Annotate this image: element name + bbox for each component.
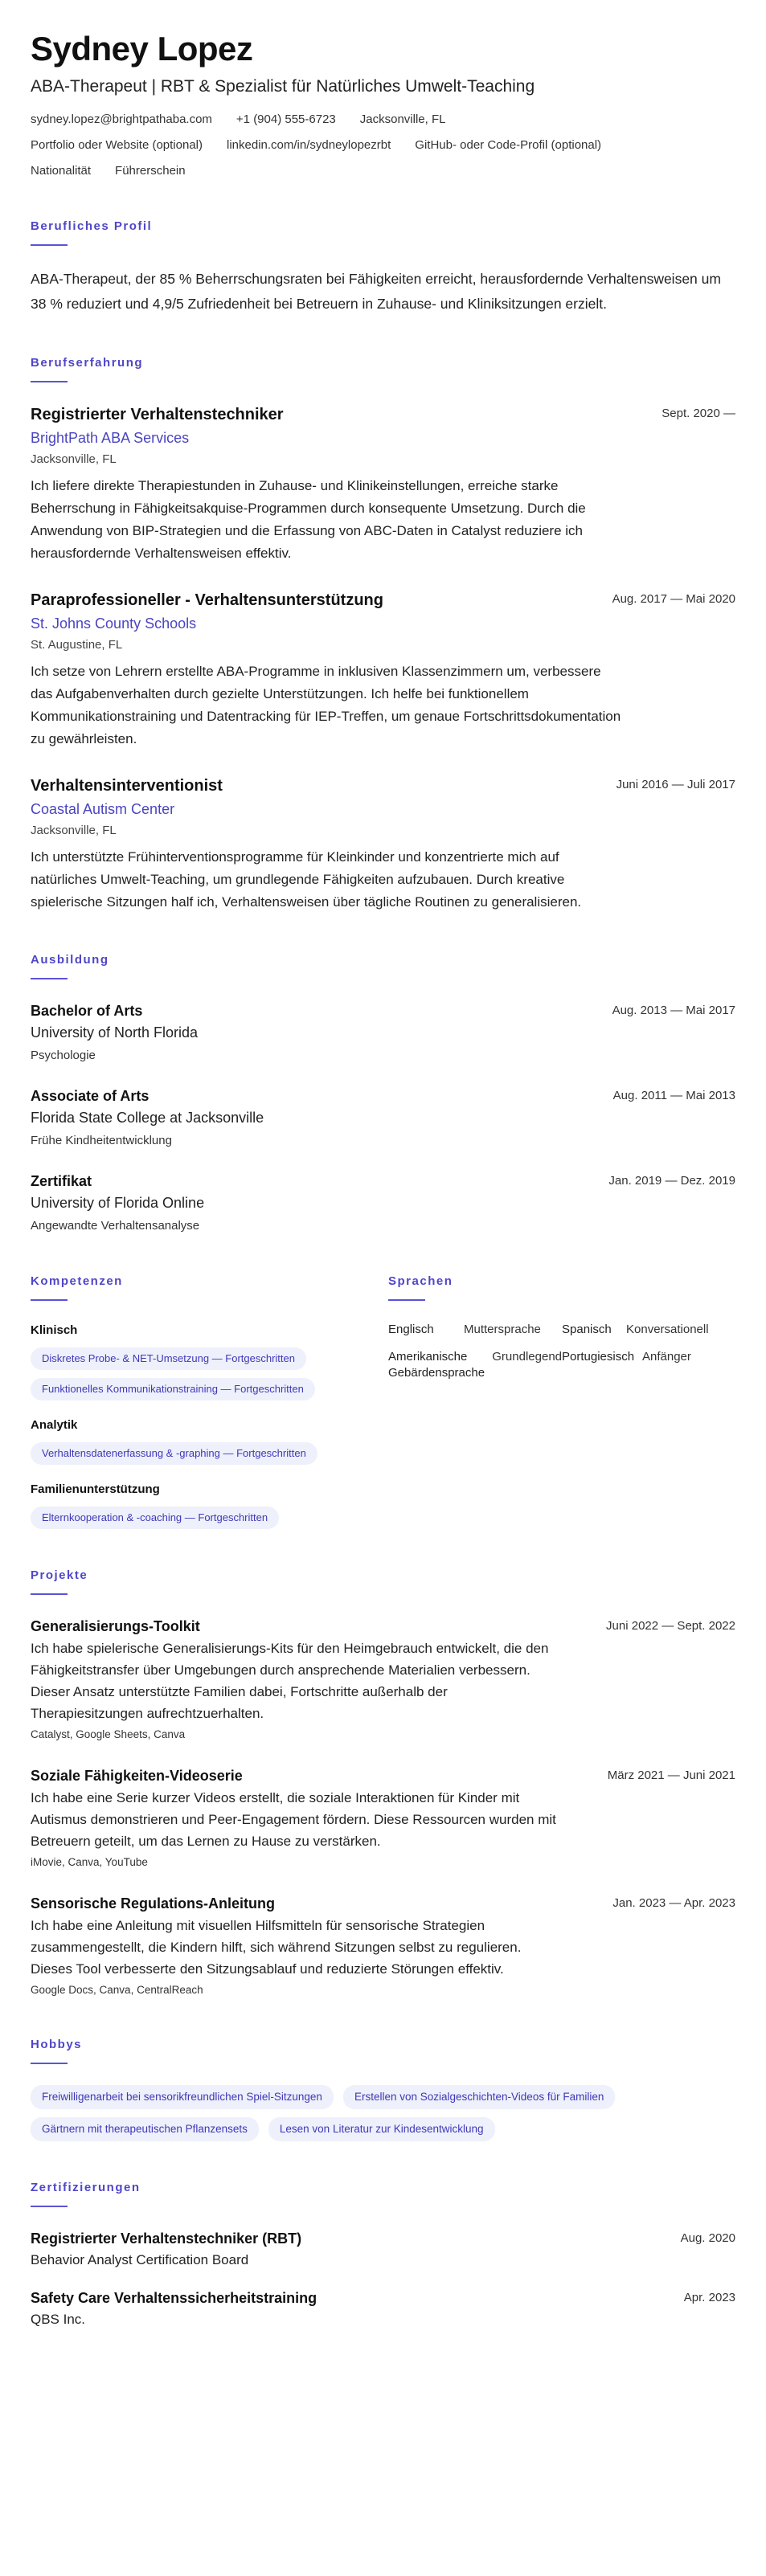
project-title: Soziale Fähigkeiten-Videoserie [31,1768,243,1784]
job-title: Paraprofessioneller - Verhaltensunterstützung [31,591,383,609]
section-title: Ausbildung [31,953,109,967]
phone-number[interactable]: +1 (904) 555-6723 [236,112,336,126]
job-location: Jacksonville, FL [31,824,117,837]
project-title: Generalisierungs-Toolkit [31,1618,200,1634]
code-profile-link[interactable]: GitHub- oder Code-Profil (optional) [415,138,602,152]
hobby-tag: Freiwilligenarbeit bei sensorikfreundlichen Spiel-Sitzungen [31,2085,334,2109]
company-name: BrightPath ABA Services [31,430,190,446]
project-date: Juni 2022 — Sept. 2022 [606,1619,735,1633]
language-item [562,1349,735,1381]
skill-tag: Funktionelles Kommunikationstraining — Fortgeschritten [31,1378,315,1400]
language-level: Grundlegend [492,1350,562,1364]
section-title: Sprachen [388,1274,453,1288]
experience-section [31,355,735,914]
job-location: St. Augustine, FL [31,638,123,652]
skill-group-title: Klinisch [31,1323,78,1337]
certification-issuer: QBS Inc. [31,2312,86,2327]
job-title: Verhaltensinterventionist [31,777,223,795]
language-level: Anfänger [642,1350,691,1364]
project-tools: Google Docs, Canva, CentralReach [31,1984,203,1996]
section-divider [31,244,68,246]
certification-title: Registrierter Verhaltenstechniker (RBT) [31,2230,302,2247]
skill-tag: Verhaltensdatenerfassung & -graphing — Fortgeschritten [31,1442,317,1465]
section-divider [388,1299,425,1301]
education-date: Aug. 2011 — Mai 2013 [612,1089,735,1102]
job-description: Ich setze von Lehrern erstellte ABA-Programme in inklusiven Klassenzimmern um, verbessere das Aufgabenverhalten durch gezielte Unterstützungen. Ich helfe bei funktionellem Kommunikationstraining und Datentracking für IEP-Treffen, um genaue Fortschrittsdokumentation zu gewährleisten. [31,664,621,746]
languages-section [388,1274,735,1529]
skills-section [31,1274,356,1529]
degree-title: Bachelor of Arts [31,1003,143,1019]
section-title: Zertifizierungen [31,2181,141,2194]
certification-date: Aug. 2020 [680,2231,735,2245]
profile-section [31,219,735,317]
section-divider [31,1593,68,1595]
skill-tag: Diskretes Probe- & NET-Umsetzung — Fortgeschritten [31,1347,306,1370]
school-name: University of Florida Online [31,1195,205,1211]
language-name: Spanisch [562,1323,612,1336]
field-of-study: Psychologie [31,1049,96,1062]
language-row [388,1322,735,1338]
hobby-tag: Gärtnern mit therapeutischen Pflanzensets [31,2117,259,2141]
resume-header [31,29,735,180]
section-title: Berufliches Profil [31,219,153,233]
education-entry [31,1000,735,1065]
education-section [31,952,735,1235]
project-entry [31,1616,735,1743]
degree-title: Associate of Arts [31,1088,150,1104]
certifications-section [31,2180,735,2329]
experience-entry [31,589,735,750]
project-description: Ich habe eine Serie kurzer Videos erstellt, die soziale Interaktionen für Kinder mit Autismus demonstrieren und Peer-Engagement fördern. Diese Ressourcen wurden mit Betreuern geteilt, um das Lernen zu Hause zu verstärken. [31,1790,556,1849]
skill-group-title: Familienunterstützung [31,1482,160,1496]
certification-date: Apr. 2023 [683,2291,735,2304]
education-date: Jan. 2019 — Dez. 2019 [608,1174,735,1188]
certification-title: Safety Care Verhaltenssicherheitstraining [31,2290,317,2306]
school-name: University of North Florida [31,1024,199,1041]
contact-row [31,111,735,129]
hobby-tag: Lesen von Literatur zur Kindesentwicklung [268,2117,495,2141]
license-text: Führerschein [115,164,186,178]
section-divider [31,978,68,979]
job-date: Juni 2016 — Juli 2017 [616,778,735,791]
experience-entry [31,775,735,914]
portfolio-link[interactable]: Portfolio oder Website (optional) [31,138,203,152]
school-name: Florida State College at Jacksonville [31,1110,264,1126]
job-date: Sept. 2020 — [662,407,735,420]
language-item [388,1349,562,1381]
education-entry [31,1171,735,1235]
job-title: Registrierter Verhaltenstechniker [31,406,284,423]
certification-entry [31,2228,735,2270]
section-divider [31,2206,68,2207]
language-name: Englisch [388,1323,434,1336]
project-entry [31,1765,735,1871]
language-name: Amerikanische Gebärdensprache [388,1350,485,1380]
project-tools: Catalyst, Google Sheets, Canva [31,1728,186,1740]
project-description: Ich habe spielerische Generalisierungs-Kits für den Heimgebrauch entwickelt, die den Fähigkeitstransfer über Umgebungen durch ansprechende Materialien verbessern. Dieser Ansatz unterstützte Familien dabei, Fortschritte außerhalb der Therapiesitzungen aufrechtzuerhalten. [31,1641,549,1721]
links-row [31,137,735,154]
email-link[interactable]: sydney.lopez@brightpathaba.com [31,112,212,126]
candidate-headline: ABA-Therapeut | RBT & Spezialist für Natürliches Umwelt-Teaching [31,77,535,96]
field-of-study: Angewandte Verhaltensanalyse [31,1219,200,1233]
skill-group [31,1322,356,1400]
project-title: Sensorische Regulations-Anleitung [31,1895,276,1912]
field-of-study: Frühe Kindheitentwicklung [31,1134,172,1147]
language-row [388,1349,735,1381]
education-date: Aug. 2013 — Mai 2017 [612,1004,735,1017]
company-name: St. Johns County Schools [31,615,197,632]
skills-languages-row [31,1274,735,1529]
job-description: Ich unterstützte Frühinterventionsprogramme für Kleinkinder und konzentrierte mich auf natürliches Umwelt-Teaching, um grundlegende Fähigkeiten aufzubauen. Durch kreative spielerische Sitzungen half ich, Verhaltensweisen über tägliche Routinen zu generalisieren. [31,849,582,910]
skill-group-title: Analytik [31,1418,78,1432]
section-divider [31,2063,68,2064]
section-divider [31,381,68,382]
company-name: Coastal Autism Center [31,801,175,817]
section-title: Projekte [31,1568,88,1582]
linkedin-link[interactable]: linkedin.com/in/sydneylopezrbt [227,138,391,152]
project-description: Ich habe eine Anleitung mit visuellen Hilfsmitteln für sensorische Strategien zusammengestellt, die Kindern hilft, sich während Sitzungen selbst zu regulieren. Dieses Tool verbesserte den Sitzungsablauf und reduzierte Störungen effektiv. [31,1918,522,1977]
language-name: Portugiesisch [562,1350,635,1364]
hobby-tag: Erstellen von Sozialgeschichten-Videos für Familien [343,2085,615,2109]
job-date: Aug. 2017 — Mai 2020 [612,592,735,606]
language-item [562,1322,735,1338]
certification-issuer: Behavior Analyst Certification Board [31,2252,249,2267]
profile-summary: ABA-Therapeut, der 85 % Beherrschungsraten bei Fähigkeiten erreicht, herausfordernde Verhaltensweisen um 38 % reduziert und 4,9/5 Zufriedenheit bei Betreuern in Zuhause- und Kliniksitzungen erzielt. [31,271,721,312]
certification-entry [31,2288,735,2329]
candidate-name: Sydney Lopez [31,30,253,67]
language-level: Konversationell [626,1323,709,1336]
experience-entry [31,403,735,565]
job-location: Jacksonville, FL [31,452,117,466]
job-description: Ich liefere direkte Therapiestunden in Zuhause- und Klinikeinstellungen, erreiche starke Beherrschung in Fähigkeitsakquise-Programmen durch konsequente Umsetzung. Durch die Anwendung von BIP-Strategien und die Erfassung von ABC-Daten in Catalyst reduziere ich herausfordernde Verhaltensweisen effektiv. [31,478,586,561]
project-date: Jan. 2023 — Apr. 2023 [612,1896,735,1910]
skill-tag: Elternkooperation & -coaching — Fortgeschritten [31,1507,279,1529]
skill-group [31,1417,356,1465]
section-title: Berufserfahrung [31,356,144,370]
location-text: Jacksonville, FL [359,112,446,126]
section-title: Hobbys [31,2038,83,2051]
degree-title: Zertifikat [31,1173,92,1189]
nationality-text: Nationalität [31,164,92,178]
education-entry [31,1086,735,1150]
language-level: Muttersprache [464,1323,541,1336]
skill-group [31,1481,356,1529]
personal-row [31,162,735,180]
language-item [388,1322,562,1338]
section-divider [31,1299,68,1301]
project-date: März 2021 — Juni 2021 [607,1768,735,1782]
projects-section [31,1568,735,1998]
section-title: Kompetenzen [31,1274,123,1288]
project-tools: iMovie, Canva, YouTube [31,1856,148,1868]
hobbies-section [31,2037,735,2141]
project-entry [31,1893,735,1998]
